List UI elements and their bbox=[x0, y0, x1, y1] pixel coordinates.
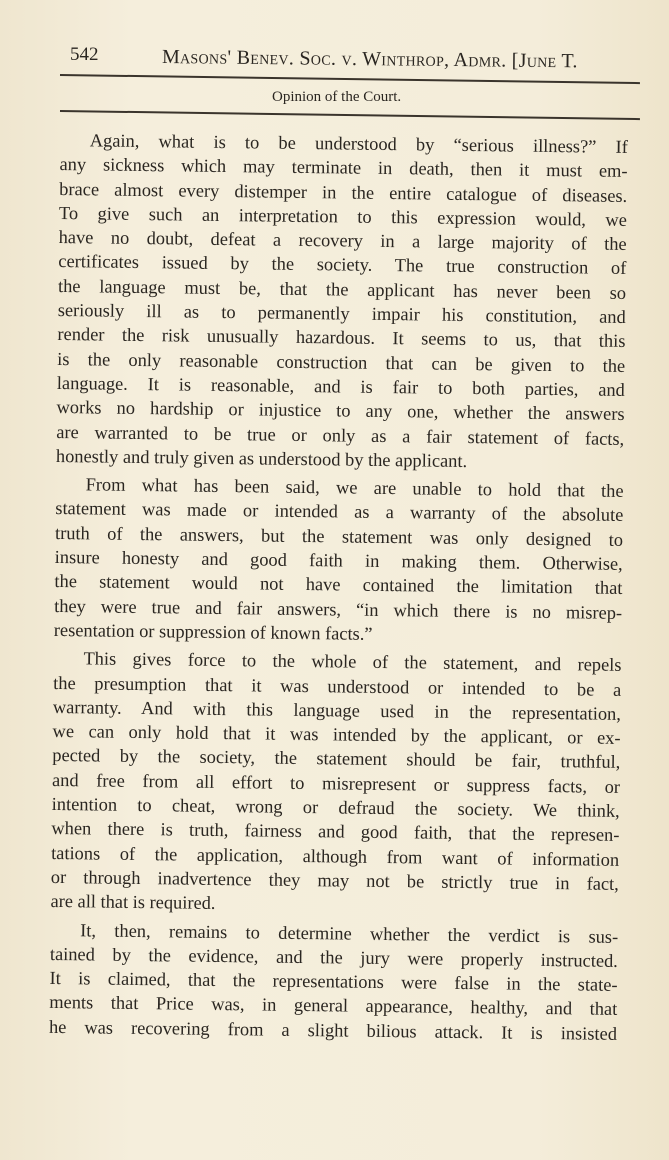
text-line: is the only reasonable construction that can be given to the bbox=[57, 348, 626, 376]
text-line: resentation or suppression of known facts.” bbox=[53, 619, 373, 644]
text-line: tations of the application, although from want of information bbox=[51, 842, 620, 870]
paragraph bbox=[49, 917, 618, 1045]
text-line: the language must be, that the applicant has never been so bbox=[57, 275, 627, 303]
text-line: From what has been said, we are unable to hold that the bbox=[85, 474, 624, 502]
text-line: are all that is required. bbox=[50, 891, 216, 914]
text-line: any sickness which may terminate in death, then it must em- bbox=[59, 154, 628, 182]
text-line: statement was made or intended as a warranty of the absolute bbox=[55, 498, 624, 526]
text-line: truth of the answers, but the statement was only designed to bbox=[54, 522, 624, 550]
page-number: 542 bbox=[70, 44, 99, 65]
section-rule bbox=[60, 110, 640, 120]
text-line: they were true and fair answers, “in which there is no misrep- bbox=[54, 595, 623, 623]
paragraph bbox=[56, 128, 628, 475]
text-line: pected by the society, the statement should be fair, truthful, bbox=[52, 745, 621, 773]
header-rule bbox=[60, 74, 640, 84]
text-line: To give such an interpretation to this expression would, we bbox=[58, 202, 628, 230]
text-line: Again, what is to be understood by “serious illness?” If bbox=[89, 130, 628, 157]
text-line: seriously ill as to permanently impair his constitution, and bbox=[57, 300, 626, 328]
running-title: Masons' Benev. Soc. v. Winthrop, Admr. [June T. bbox=[161, 46, 578, 73]
text-line: brace almost every distemper in the entire catalogue of diseases. bbox=[59, 178, 628, 206]
text-line: honestly and truly given as understood by the applicant. bbox=[55, 445, 468, 471]
text-line: tained by the evidence, and the jury were properly instructed. bbox=[49, 943, 618, 971]
paragraph bbox=[50, 646, 621, 920]
text-line: insure honesty and good faith in making them. Otherwise, bbox=[54, 547, 623, 574]
text-line: we can only hold that it was intended by the applicant, or ex- bbox=[52, 721, 621, 749]
text-line: he was recovering from a slight bilious attack. It is insisted bbox=[48, 1016, 618, 1044]
text-line: language. It is reasonable, and is fair to both parties, and bbox=[56, 372, 625, 400]
text-line: render the risk unusually hazardous. It seems to us, that this bbox=[57, 324, 626, 352]
text-line: works no hardship or injustice to any one, whether the answers bbox=[56, 397, 625, 425]
text-line: certificates issued by the society. The true construction of bbox=[58, 251, 627, 279]
text-line: and free from all effort to misrepresent or suppress facts, or bbox=[51, 769, 621, 797]
text-line: have no doubt, defeat a recovery in a large majority of the bbox=[58, 227, 627, 255]
text-line: the presumption that it was understood or intended to be a bbox=[53, 672, 622, 700]
text-line: are warranted to be true or only as a fair statement of facts, bbox=[56, 421, 625, 449]
paragraph bbox=[54, 472, 624, 649]
opinion-text bbox=[49, 128, 628, 1050]
text-line: warranty. And with this language used in the representation, bbox=[52, 696, 622, 724]
text-line: This gives force to the whole of the statement, and repels bbox=[83, 648, 622, 676]
section-heading: Opinion of the Court. bbox=[272, 89, 402, 105]
text-line: It, then, remains to determine whether the verdict is sus- bbox=[80, 919, 619, 947]
text-line: the statement would not have contained the limitation that bbox=[54, 571, 623, 599]
text-line: It is claimed, that the representations were false in the state- bbox=[49, 968, 618, 995]
text-line: when there is truth, fairness and good faith, that the represen- bbox=[51, 818, 620, 846]
text-line: ments that Price was, in general appearance, healthy, and that bbox=[49, 992, 618, 1020]
text-line: or through inadvertence they may not be strictly true in fact, bbox=[50, 866, 619, 894]
text-line: intention to cheat, wrong or defraud the society. We think, bbox=[51, 793, 620, 821]
